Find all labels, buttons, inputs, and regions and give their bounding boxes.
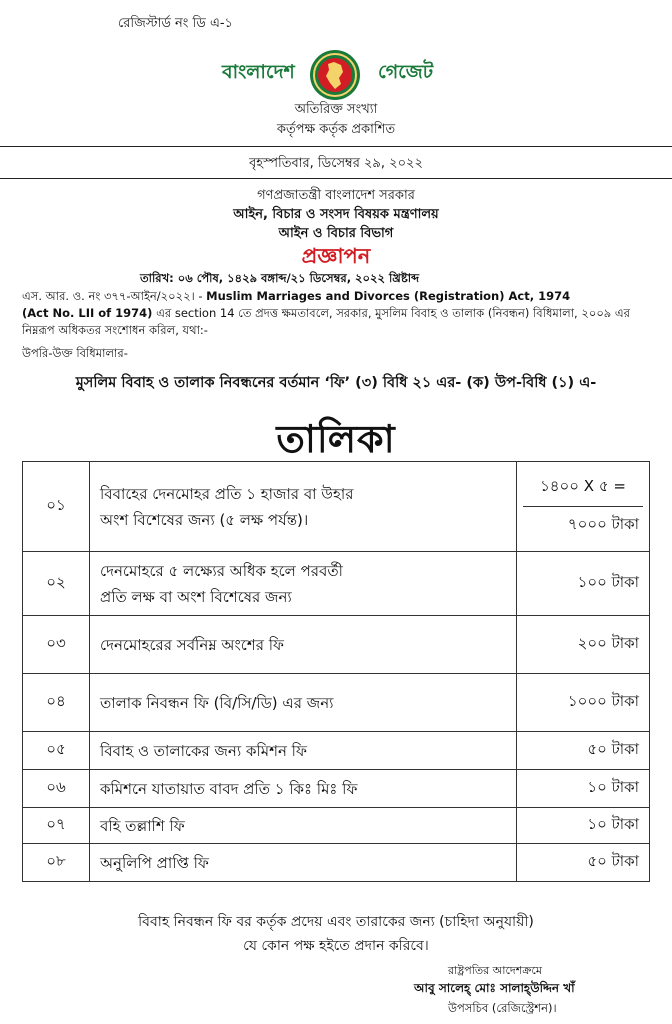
table-row: [23, 616, 650, 674]
table-row: [23, 844, 650, 882]
serial-number: ০২: [23, 552, 90, 616]
division-name: আইন ও বিচার বিভাগ: [278, 226, 394, 241]
desc-line: বিবাহের দেনমোহর প্রতি ১ হাজার বা উহার: [100, 484, 354, 503]
fee-table: [22, 461, 650, 882]
divider: [0, 178, 672, 179]
fee-description: অনুলিপি প্রাপ্তি ফি: [90, 844, 517, 882]
fee-amount: ১০০০ টাকা: [517, 674, 650, 732]
serial-number: ০১: [23, 462, 90, 552]
fee-description: তালাক নিবন্ধন ফি (বি/সি/ডি) এর জন্য: [90, 674, 517, 732]
para-rest: এর section 14 তে প্রদত্ত ক্ষমতাবলে, সরকার, মুসলিম বিবাহ ও তালাক (নিবন্ধন) বিধিমালা, ২০০৯ এর নিম্নরূপ অধিকতর সংশোধন করিল, যথা:-: [22, 306, 630, 337]
fee-amount: ১০ টাকা: [517, 770, 650, 808]
government-name: গণপ্রজাতন্ত্রী বাংলাদেশ সরকার: [257, 188, 415, 203]
section-subheading: মুসলিম বিবাহ ও তালাক নিবন্ধনের বর্তমান ‘ফি’ (৩) বিধি ২১ এর- (ক) উপ-বিধি (১) এ-: [75, 375, 597, 391]
table-title: তালিকা: [276, 417, 396, 461]
fee-amount: ১০ টাকা: [517, 808, 650, 844]
footer-note-line-1: বিবাহ নিবন্ধন ফি বর কর্তৃক প্রদেয় এবং তারাকের জন্য (চাহিদা অনুযায়ী): [138, 914, 534, 930]
divider: [0, 146, 672, 147]
extraordinary-label: অতিরিক্ত সংখ্যা: [294, 102, 378, 117]
masthead-right-text: গেজেট: [378, 61, 434, 83]
fee-amount: [517, 462, 650, 552]
fee-description: বহি তল্লাশি ফি: [90, 808, 517, 844]
serial-number: ০৫: [23, 732, 90, 770]
government-seal-icon: [308, 48, 362, 102]
signatory-designation: উপসচিব (রেজিস্ট্রেশন)।: [448, 1001, 557, 1015]
gazette-masthead: [0, 48, 672, 98]
fee-description: [90, 462, 517, 552]
rules-reference: উপরি-উক্ত বিধিমালার-: [22, 346, 128, 360]
table-row: [23, 808, 650, 844]
desc-line: দেনমোহরে ৫ লক্ষ্যের অধিক হলে পরবর্তী: [100, 561, 343, 580]
presidential-order: রাষ্ট্রপতির আদেশক্রমে: [448, 964, 542, 977]
table-row: [23, 462, 650, 552]
fee-description: কমিশনে যাতায়াত বাবদ প্রতি ১ কিঃ মিঃ ফি: [90, 770, 517, 808]
notice-title: প্রজ্ঞাপন: [301, 244, 371, 268]
fee-amount: ১০০ টাকা: [517, 552, 650, 616]
footer-note-line-2: যে কোন পক্ষ হইতে প্রদান করিবে।: [243, 938, 429, 954]
table-row: [23, 552, 650, 616]
serial-number: ০৭: [23, 808, 90, 844]
serial-number: ০৮: [23, 844, 90, 882]
fee-amount: ৫০ টাকা: [517, 844, 650, 882]
registered-number: রেজিস্টার্ড নং ডি এ-১: [118, 16, 233, 31]
ministry-name: আইন, বিচার ও সংসদ বিষয়ক মন্ত্রণালয়: [233, 207, 439, 222]
table-row: [23, 732, 650, 770]
serial-number: ০৪: [23, 674, 90, 732]
fee-amount: ৫০ টাকা: [517, 732, 650, 770]
act-number: (Act No. LII of 1974): [22, 306, 153, 320]
notice-date: তারিখ: ০৬ পৌষ, ১৪২৯ বঙ্গাব্দ/২১ ডিসেম্বর, ২০২২ খ্রিষ্টাব্দ: [140, 271, 420, 285]
fee-calculation: ১৪০০ X ৫ =: [523, 475, 643, 507]
desc-line: প্রতি লক্ষ বা অংশ বিশেষের জন্য: [100, 587, 292, 606]
fee-amount: ২০০ টাকা: [517, 616, 650, 674]
act-name: Muslim Marriages and Divorces (Registration) Act, 1974: [206, 289, 571, 303]
fee-description: [90, 552, 517, 616]
table-row: [23, 770, 650, 808]
desc-line: অংশ বিশেষের জন্য (৫ লক্ষ পর্যন্ত)।: [100, 510, 309, 529]
masthead-left-text: বাংলাদেশ: [222, 61, 295, 83]
para-prefix: এস. আর. ও. নং ৩৭৭-আইন/২০২২। -: [22, 289, 207, 303]
fee-total: ৭০০০ টাকা: [567, 515, 639, 533]
fee-description: বিবাহ ও তালাকের জন্য কমিশন ফি: [90, 732, 517, 770]
signatory-name: আবু সালেহ্ মোঃ সালাহ্উদ্দিন খাঁ: [414, 981, 575, 995]
serial-number: ০৩: [23, 616, 90, 674]
published-by-label: কর্তৃপক্ষ কর্তৃক প্রকাশিত: [276, 122, 396, 137]
serial-number: ০৬: [23, 770, 90, 808]
issue-date: বৃহস্পতিবার, ডিসেম্বর ২৯, ২০২২: [249, 156, 423, 171]
notice-paragraph: [22, 288, 654, 339]
table-row: [23, 674, 650, 732]
fee-description: দেনমোহরের সর্বনিম্ন অংশের ফি: [90, 616, 517, 674]
